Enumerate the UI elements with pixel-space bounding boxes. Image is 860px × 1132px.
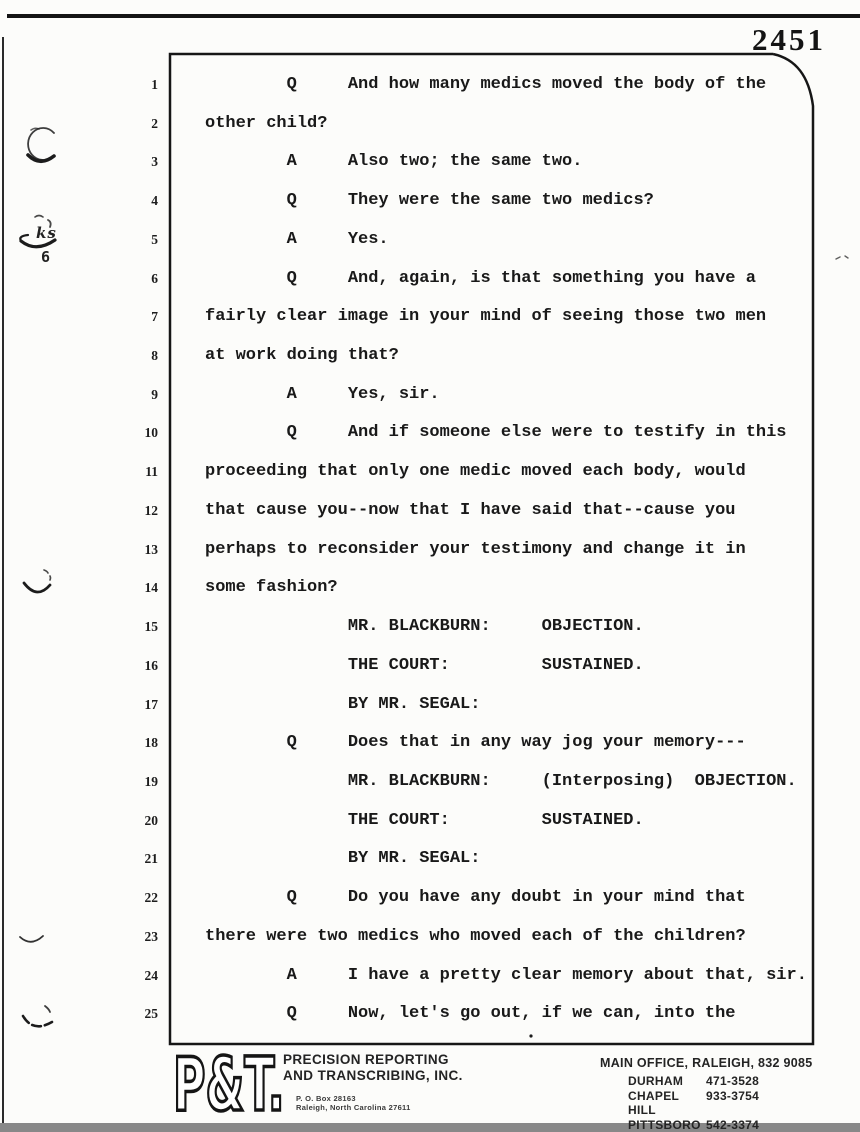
office-city: DURHAM [628,1074,706,1089]
company-name [283,1052,463,1084]
transcript-line: MR. BLACKBURN: (Interposing) OBJECTION. [205,763,845,802]
address-line2: Raleigh, North Carolina 27611 [296,1103,411,1112]
line-number: 14 [118,569,158,608]
transcript-line: perhaps to reconsider your testimony and change it in [205,531,845,570]
transcript-line: Q Now, let's go out, if we can, into the [205,995,845,1034]
line-number: 11 [118,453,158,492]
transcript-line: A Yes, sir. [205,376,845,415]
line-number: 23 [118,918,158,957]
transcript-line: there were two medics who moved each of the children? [205,918,845,957]
office-phone: 933-3754 [706,1089,830,1118]
office-city: CHAPEL HILL [628,1089,706,1118]
office-phone-list [600,1074,830,1132]
transcript-body [205,66,845,1034]
logo-text: P&T. [173,1042,285,1128]
line-number: 17 [118,686,158,725]
transcript-line: A I have a pretty clear memory about that, sir. [205,957,845,996]
transcript-line: THE COURT: SUSTAINED. [205,647,845,686]
transcript-line: BY MR. SEGAL: [205,840,845,879]
line-number: 10 [118,414,158,453]
company-name-line1: PRECISION REPORTING [283,1052,463,1068]
transcript-line: MR. BLACKBURN: OBJECTION. [205,608,845,647]
line-number: 18 [118,724,158,763]
line-number: 25 [118,995,158,1034]
office-row [628,1118,830,1132]
transcript-line: that cause you--now that I have said that--cause you [205,492,845,531]
line-number: 24 [118,957,158,996]
office-row [628,1074,830,1089]
line-number: 3 [118,143,158,182]
transcript-line: at work doing that? [205,337,845,376]
line-number: 4 [118,182,158,221]
transcript-line: other child? [205,105,845,144]
office-phone: 542-3374 [706,1118,830,1132]
company-name-line2: AND TRANSCRIBING, INC. [283,1068,463,1084]
line-number: 12 [118,492,158,531]
line-number: 1 [118,66,158,105]
line-number: 2 [118,105,158,144]
transcript-line: A Also two; the same two. [205,143,845,182]
line-number: 9 [118,376,158,415]
line-number: 21 [118,840,158,879]
stray-dot [529,1034,532,1037]
top-edge-rule [7,14,860,18]
line-number: 16 [118,647,158,686]
left-edge-rule [2,37,4,1123]
transcript-line: BY MR. SEGAL: [205,686,845,725]
transcript-line: Q And how many medics moved the body of the [205,66,845,105]
company-logo-icon [173,1050,279,1120]
line-number: 7 [118,298,158,337]
line-number: 22 [118,879,158,918]
line-number: 8 [118,337,158,376]
main-office-line: MAIN OFFICE, RALEIGH, 832 9085 [600,1056,830,1070]
office-city: PITTSBORO [628,1118,706,1132]
transcript-line: Q And if someone else were to testify in this [205,414,845,453]
transcript-line: Q And, again, is that something you have a [205,260,845,299]
transcript-line: Q Do you have any doubt in your mind that [205,879,845,918]
transcript-line: fairly clear image in your mind of seeing those two men [205,298,845,337]
address-line1: P. O. Box 28163 [296,1094,411,1103]
office-phone: 471-3528 [706,1074,830,1089]
line-number-gutter [118,66,158,1034]
office-row [628,1089,830,1118]
line-number: 6 [118,260,158,299]
margin-annotation-six: 6 [41,248,50,266]
transcript-line: THE COURT: SUSTAINED. [205,802,845,841]
footer [0,1048,860,1123]
line-number: 13 [118,531,158,570]
transcript-line: A Yes. [205,221,845,260]
transcript-line: some fashion? [205,569,845,608]
contact-block [600,1056,830,1132]
transcript-line: Q They were the same two medics? [205,182,845,221]
line-number: 19 [118,763,158,802]
line-number: 20 [118,802,158,841]
line-number: 15 [118,608,158,647]
transcript-line: proceeding that only one medic moved each body, would [205,453,845,492]
page-number: 2451 [752,22,852,58]
line-number: 5 [118,221,158,260]
transcript-line: Q Does that in any way jog your memory--- [205,724,845,763]
margin-annotation-ks: ks [36,224,57,242]
company-address [296,1094,411,1112]
